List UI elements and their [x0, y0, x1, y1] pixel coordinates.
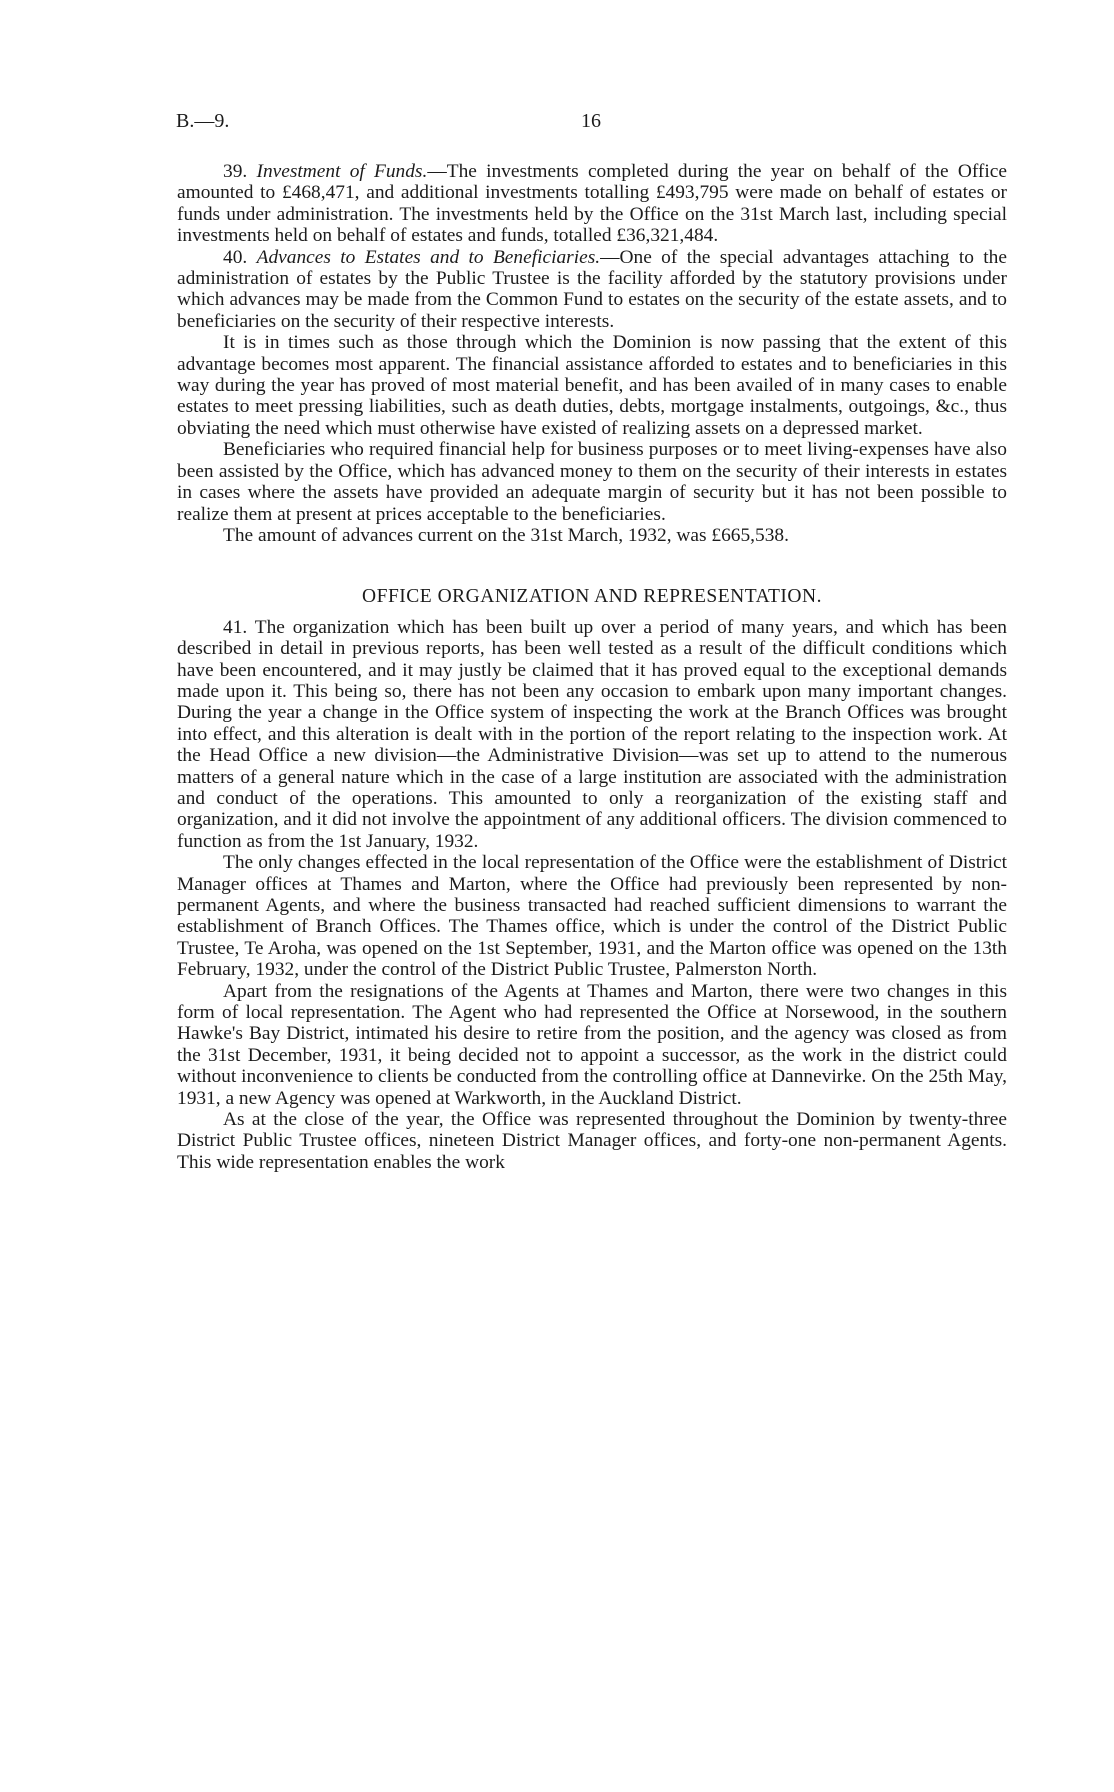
document-reference: B.—9.	[176, 110, 230, 132]
paragraph	[177, 1109, 1007, 1173]
paragraph-text: —One of the special advantages attaching to the administration of estates by the Public Trustee is the facility afforded by the statutory provisions under which advances may be made from the Common Fund to estates on the security of the estate assets, and to beneficiaries on the security of their respective interests.	[177, 246, 1007, 332]
document-body	[177, 161, 1007, 1173]
paragraph-text: Apart from the resignations of the Agents at Thames and Marton, there were two changes in this form of local representation. The Agent who had represented the Office at Norsewood, in the southern Hawke's Bay District, intimated his desire to retire from the position, and the agency was closed as from the 31st December, 1931, it being decided not to appoint a successor, as the work in the district could without inconvenience to clients be conducted from the controlling office at Dannevirke. On the 25th May, 1931, a new Agency was opened at Warkworth, in the Auckland District.	[177, 980, 1007, 1109]
paragraph-40	[177, 247, 1007, 333]
paragraph-text: The only changes effected in the local representation of the Office were the establishment of District Manager offices at Thames and Marton, where the Office had previously been represented by non-permanent Agents, and where the business transacted had reached sufficient dimensions to warrant the establishment of Branch Offices. The Thames office, which is under the control of the District Public Trustee, Te Aroha, was opened on the 1st September, 1931, and the Marton office was opened on the 13th February, 1932, under the control of the District Public Trustee, Palmerston North.	[177, 852, 1007, 981]
paragraph-39	[177, 161, 1007, 247]
paragraph-text: 41. The organization which has been built up over a period of many years, and which has been described in detail in previous reports, has been well tested as a result of the difficult conditions which have been encountered, and it may justly be claimed that it has proved equal to the exceptional demands made upon it. This being so, there has not been any occasion to embark upon many important changes. During the year a change in the Office system of inspecting the work at the Branch Offices was brought into effect, and this alteration is dealt with in the portion of the report relating to the inspection work. At the Head Office a new division—the Administrative Division—was set up to attend to the numerous matters of a general nature which in the case of a large institution are associated with the administration and conduct of the operations. This amounted to only a reorganization of the existing staff and organization, and it did not involve the appointment of any additional officers. The division commenced to function as from the 1st January, 1932.	[177, 616, 1007, 852]
section-heading: OFFICE ORGANIZATION AND REPRESENTATION.	[362, 586, 822, 608]
page-header	[176, 110, 1006, 140]
paragraph-text: —The investments completed during the year on behalf of the Office amounted to £468,471, and additional investments totalling £493,795 were made on behalf of estates or funds under administration. The investments held by the Office on the 31st March last, including special investments held on behalf of estates and funds, totalled £36,321,484.	[177, 161, 1007, 247]
paragraph-title: Advances to Estates and to Beneficiaries.	[256, 246, 601, 268]
paragraph	[177, 981, 1007, 1109]
paragraph-number: 40.	[223, 246, 248, 268]
paragraph	[177, 525, 1007, 546]
page-number: 16	[581, 110, 601, 132]
paragraph	[177, 332, 1007, 439]
paragraph-text: As at the close of the year, the Office was represented throughout the Dominion by twenty-three District Public Trustee offices, nineteen District Manager offices, and forty-one non-permanent Agents. This wide representation enables the work	[177, 1109, 1007, 1173]
paragraph-text: Beneficiaries who required financial help for business purposes or to meet living-expenses have also been assisted by the Office, which has advanced money to them on the security of their interests in estates in cases where the assets have provided an adequate margin of security but it has not been possible to realize them at present at prices acceptable to the beneficiaries.	[177, 439, 1007, 525]
paragraph-title: Investment of Funds.	[256, 161, 428, 182]
paragraph	[177, 439, 1007, 525]
paragraph	[177, 852, 1007, 980]
paragraph-number: 39.	[223, 161, 248, 182]
paragraph-text: The amount of advances current on the 31st March, 1932, was £665,538.	[223, 524, 789, 546]
paragraph-text: It is in times such as those through which the Dominion is now passing that the extent of this advantage becomes most apparent. The financial assistance afforded to estates and to beneficiaries in this way during the year has proved of most material benefit, and has been availed of in many cases to enable estates to meet pressing liabilities, such as death duties, debts, mortgage instalments, outgoings, &c., thus obviating the need which must otherwise have existed of realizing assets on a depressed market.	[177, 332, 1007, 439]
paragraph-41	[177, 617, 1007, 852]
